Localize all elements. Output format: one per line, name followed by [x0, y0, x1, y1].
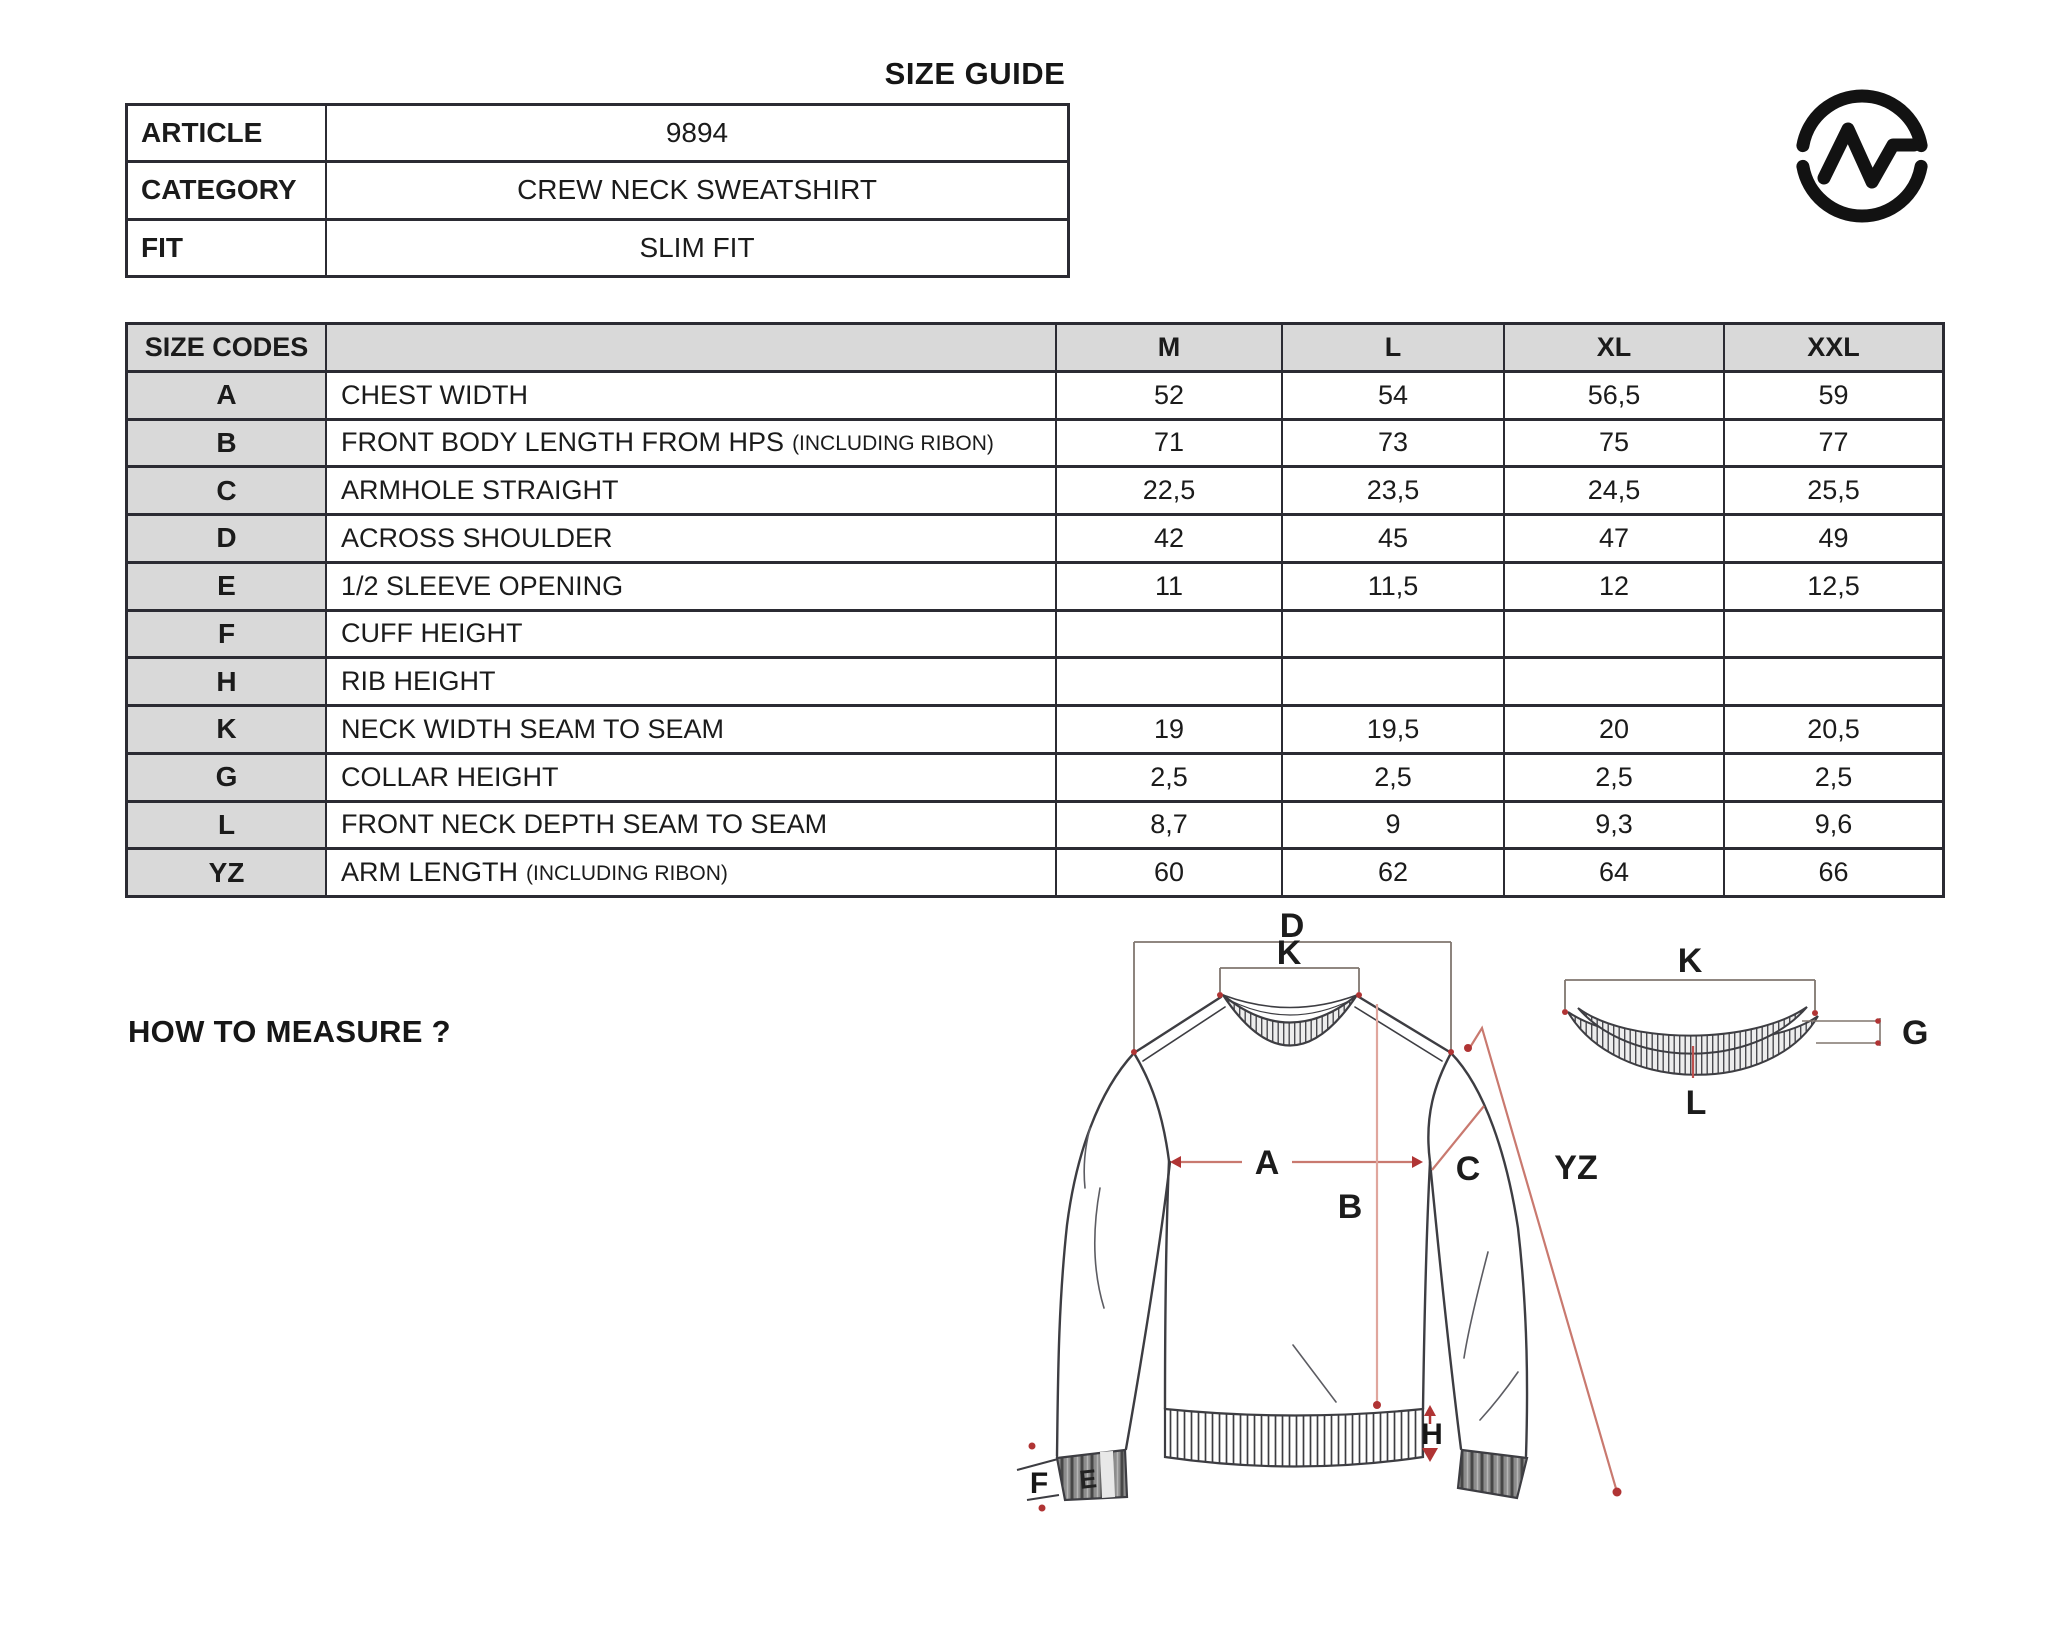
article-info-table — [125, 103, 1070, 278]
size-col-header-xl: XL — [1505, 325, 1723, 370]
row-value: 64 — [1505, 850, 1723, 895]
row-name: CHEST WIDTH — [327, 373, 1055, 418]
row-value: 2,5 — [1725, 755, 1942, 800]
row-value: 19,5 — [1283, 707, 1503, 752]
row-value: 25,5 — [1725, 468, 1942, 513]
info-value: SLIM FIT — [327, 221, 1067, 275]
brand-logo-icon — [1782, 76, 1942, 236]
row-value: 20,5 — [1725, 707, 1942, 752]
row-value: 56,5 — [1505, 373, 1723, 418]
collar-detail-drawing — [1562, 980, 1881, 1078]
row-code: D — [128, 516, 325, 561]
row-value: 11,5 — [1283, 564, 1503, 609]
row-code: YZ — [128, 850, 325, 895]
size-table — [125, 322, 1945, 898]
size-col-header-m: M — [1057, 325, 1281, 370]
row-value: 11 — [1057, 564, 1281, 609]
collar-label-neck-depth-l: L — [1685, 1084, 1707, 1122]
row-name: NECK WIDTH SEAM TO SEAM — [327, 707, 1055, 752]
row-value: 52 — [1057, 373, 1281, 418]
row-value: 8,7 — [1057, 803, 1281, 848]
row-name: COLLAR HEIGHT — [327, 755, 1055, 800]
row-value: 73 — [1283, 421, 1503, 466]
row-name: CUFF HEIGHT — [327, 612, 1055, 657]
right-cuff — [1458, 1450, 1527, 1498]
row-value: 45 — [1283, 516, 1503, 561]
row-value: 19 — [1057, 707, 1281, 752]
row-code: K — [128, 707, 325, 752]
row-name: ACROSS SHOULDER — [327, 516, 1055, 561]
row-code: H — [128, 659, 325, 704]
row-value: 71 — [1057, 421, 1281, 466]
info-value: 9894 — [327, 106, 1067, 160]
row-value — [1057, 659, 1281, 704]
row-value: 12 — [1505, 564, 1723, 609]
row-value: 60 — [1057, 850, 1281, 895]
row-value — [1505, 659, 1723, 704]
info-label: ARTICLE — [128, 106, 325, 160]
row-value — [1057, 612, 1281, 657]
row-value: 54 — [1283, 373, 1503, 418]
info-value: CREW NECK SWEATSHIRT — [327, 163, 1067, 217]
label-armhole-c: C — [1455, 1150, 1481, 1188]
row-value — [1505, 612, 1723, 657]
info-label: CATEGORY — [128, 163, 325, 217]
size-codes-header: SIZE CODES — [128, 325, 325, 370]
row-value: 42 — [1057, 516, 1281, 561]
row-value — [1283, 659, 1503, 704]
row-code: E — [128, 564, 325, 609]
row-code: F — [128, 612, 325, 657]
row-value: 2,5 — [1283, 755, 1503, 800]
row-value: 49 — [1725, 516, 1942, 561]
row-name: ARM LENGTH (INCLUDING RIBON) — [327, 850, 1055, 895]
row-value — [1283, 612, 1503, 657]
description-header — [327, 325, 1055, 370]
sweatshirt-drawing — [1057, 995, 1527, 1500]
label-sleeve-opening-e: E — [1077, 1463, 1099, 1495]
row-name: 1/2 SLEEVE OPENING — [327, 564, 1055, 609]
row-value: 23,5 — [1283, 468, 1503, 513]
row-value: 22,5 — [1057, 468, 1281, 513]
row-name: FRONT BODY LENGTH FROM HPS (INCLUDING RIBON) — [327, 421, 1055, 466]
row-value: 9 — [1283, 803, 1503, 848]
label-rib-height-h: H — [1421, 1418, 1443, 1451]
label-across-shoulder-d: D — [1279, 907, 1305, 945]
row-code: G — [128, 755, 325, 800]
row-code: C — [128, 468, 325, 513]
label-cuff-height-f: F — [1029, 1467, 1049, 1500]
row-value — [1725, 659, 1942, 704]
label-body-length-b: B — [1337, 1188, 1363, 1226]
row-value: 9,6 — [1725, 803, 1942, 848]
label-neck-width-k: K — [1276, 934, 1302, 972]
page-title: SIZE GUIDE — [884, 56, 1066, 91]
row-value: 66 — [1725, 850, 1942, 895]
row-value: 2,5 — [1505, 755, 1723, 800]
row-value: 2,5 — [1057, 755, 1281, 800]
row-value: 20 — [1505, 707, 1723, 752]
size-col-header-xxl: XXL — [1725, 325, 1942, 370]
label-chest-width-a: A — [1254, 1144, 1280, 1182]
row-value: 59 — [1725, 373, 1942, 418]
row-value: 77 — [1725, 421, 1942, 466]
info-label: FIT — [128, 221, 325, 275]
row-name: ARMHOLE STRAIGHT — [327, 468, 1055, 513]
row-name: RIB HEIGHT — [327, 659, 1055, 704]
row-value: 24,5 — [1505, 468, 1723, 513]
collar-label-neck-width-k: K — [1677, 942, 1703, 980]
row-code: B — [128, 421, 325, 466]
row-value: 47 — [1505, 516, 1723, 561]
row-value: 12,5 — [1725, 564, 1942, 609]
row-code: L — [128, 803, 325, 848]
row-value: 9,3 — [1505, 803, 1723, 848]
label-arm-length-yz: YZ — [1554, 1149, 1598, 1187]
row-value: 75 — [1505, 421, 1723, 466]
how-to-measure-heading: HOW TO MEASURE ? — [128, 1014, 451, 1049]
collar-label-collar-height-g: G — [1902, 1014, 1929, 1052]
row-name: FRONT NECK DEPTH SEAM TO SEAM — [327, 803, 1055, 848]
row-value: 62 — [1283, 850, 1503, 895]
row-value — [1725, 612, 1942, 657]
size-col-header-l: L — [1283, 325, 1503, 370]
row-code: A — [128, 373, 325, 418]
measurement-diagram — [980, 900, 2068, 1626]
